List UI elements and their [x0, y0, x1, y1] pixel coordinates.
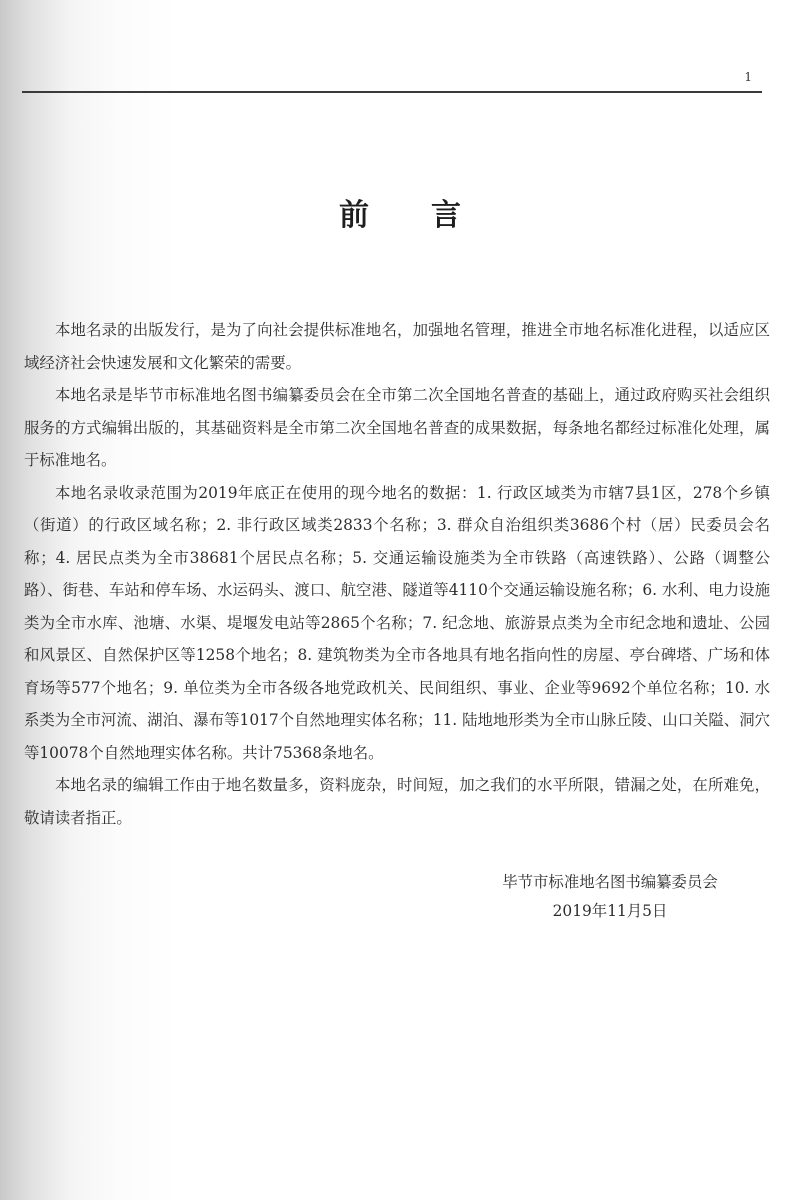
- paragraph-source: 本地名录是毕节市标准地名图书编纂委员会在全市第二次全国地名普查的基础上，通过政府购买社会组织服务的方式编辑出版的，其基础资料是全市第二次全国地名普查的成果数据，每条地名都经过标准化处理，属于标准地名。: [24, 386, 770, 469]
- page-title: 前言: [339, 198, 523, 233]
- page-number: 1: [744, 70, 752, 84]
- signature-date: 2019年11月5日: [552, 902, 668, 920]
- paragraph-purpose: 本地名录的出版发行，是为了向社会提供标准地名，加强地名管理，推进全市地名标准化进程，以适应区域经济社会快速发展和文化繁荣的需要。: [24, 321, 770, 372]
- paragraph-disclaimer: 本地名录的编辑工作由于地名数量多，资料庞杂，时间短，加之我们的水平所限，错漏之处，在所难免，敬请读者指正。: [24, 776, 770, 827]
- paragraph-scope: 本地名录收录范围为2019年底正在使用的现今地名的数据：1. 行政区域类为市辖7县1区，278个乡镇（街道）的行政区域名称；2. 非行政区域类2833个名称；3. 群众自治组织类3686个村（居）民委员会名称；4. 居民点类为全市38681个居民点名称；5. 交通运输设施类为全市铁路（高速铁路）、公路（调整公路）、街巷、车站和停车场、水运码头、渡口、航空港、隧道等4110个交通运输设施名称；6. 水利、电力设施类为全市水库、池塘、水渠、堤堰发电站等2865个名称；7. 纪念地、旅游景点类为全市纪念地和遗址、公园和风景区、自然保护区等1258个地名；8. 建筑物类为全市各地具有地名指向性的房屋、亭台碑塔、广场和体育场等577个地名；9. 单位类为全市各级各地党政机关、民间组织、事业、企业等9692个单位名称；10. 水系类为全市河流、湖泊、瀑布等1017个自然地理实体名称；11. 陆地地形类为全市山脉丘陵、山口关隘、洞穴等10078个自然地理实体名称。共计75368条地名。: [24, 483, 770, 762]
- signature-block: [460, 868, 760, 926]
- signature-organization: 毕节市标准地名图书编纂委员会: [502, 873, 718, 891]
- header-rule: [22, 91, 762, 93]
- preface-body: [24, 314, 770, 834]
